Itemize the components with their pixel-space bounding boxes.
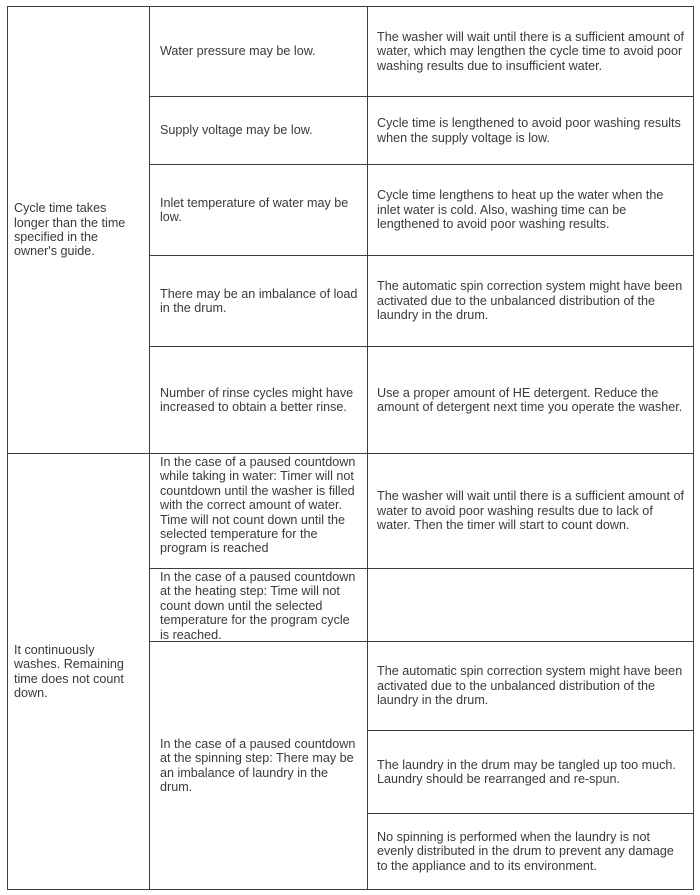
cause-text: In the case of a paused countdown at the spinning step: There may be an imbalance of laundry in the drum. (160, 736, 356, 794)
solution-cell (377, 97, 687, 164)
solution-text: The laundry in the drum may be tangled up too much. Laundry should be rearranged and re-spun. (377, 757, 676, 786)
solution-cell (377, 454, 687, 568)
solution-text: Cycle time lengthens to heat up the water when the inlet water is cold. Also, washing time can be lengthened to avoid poor washing results. (377, 188, 664, 232)
table-border-left (7, 6, 8, 890)
table-border-right (693, 6, 694, 890)
table-border-bottom (7, 889, 694, 890)
cause-text: Water pressure may be low. (160, 44, 316, 59)
column-divider-1 (149, 6, 150, 890)
cause-cell (160, 642, 360, 889)
cause-cell (160, 165, 360, 255)
cause-cell (160, 97, 360, 164)
solution-cell (377, 256, 687, 346)
solution-cell (377, 731, 687, 813)
cause-cell (160, 7, 360, 96)
cause-text: In the case of a paused countdown at the heating step: Time will not count down until the selected temperature for the program cycle is reached. (160, 570, 356, 641)
symptom-text: Cycle time takes longer than the time specified in the owner's guide. (14, 201, 126, 259)
solution-cell (377, 347, 687, 453)
solution-text: Use a proper amount of HE detergent. Reduce the amount of detergent next time you operate the washer. (377, 385, 683, 414)
column-divider-2 (367, 6, 368, 890)
cause-text: Inlet temperature of water may be low. (160, 195, 349, 224)
cause-cell (160, 455, 360, 568)
solution-text: No spinning is performed when the laundry is not evenly distributed in the drum to prevent any damage to the appliance and to its environment. (377, 829, 674, 873)
solution-text: The automatic spin correction system might have been activated due to the unbalanced distribution of the laundry in the drum. (377, 664, 683, 708)
solution-cell (377, 165, 687, 255)
solution-text: The washer will wait until there is a sufficient amount of water, which may lengthen the cycle time to avoid poor washing results due to insufficient water. (377, 29, 685, 73)
solution-cell (377, 814, 687, 889)
solution-cell-empty (377, 569, 687, 641)
symptom-text: It continuously washes. Remaining time does not count down. (14, 642, 124, 700)
cause-text: In the case of a paused countdown while taking in water: Timer will not countdown until the washer is filled with the correct amount of water. Time will not count down until the selected temperature for the program is reached (160, 455, 356, 556)
solution-cell (377, 7, 687, 96)
cause-text: Number of rinse cycles might have increased to obtain a better rinse. (160, 385, 354, 414)
solution-text: The washer will wait until there is a sufficient amount of water to avoid poor washing results due to lack of water. Then the timer will start to count down. (377, 489, 685, 533)
solution-cell (377, 642, 687, 730)
cause-cell (160, 347, 360, 453)
cause-text: Supply voltage may be low. (160, 123, 313, 138)
symptom-cell (14, 454, 144, 889)
symptom-cell (14, 7, 144, 453)
cause-cell (160, 256, 360, 346)
solution-text: Cycle time is lengthened to avoid poor washing results when the supply voltage is low. (377, 116, 681, 145)
cause-cell (160, 570, 360, 641)
cause-text: There may be an imbalance of load in the drum. (160, 286, 358, 315)
solution-text: The automatic spin correction system might have been activated due to the unbalanced distribution of the laundry in the drum. (377, 279, 683, 323)
